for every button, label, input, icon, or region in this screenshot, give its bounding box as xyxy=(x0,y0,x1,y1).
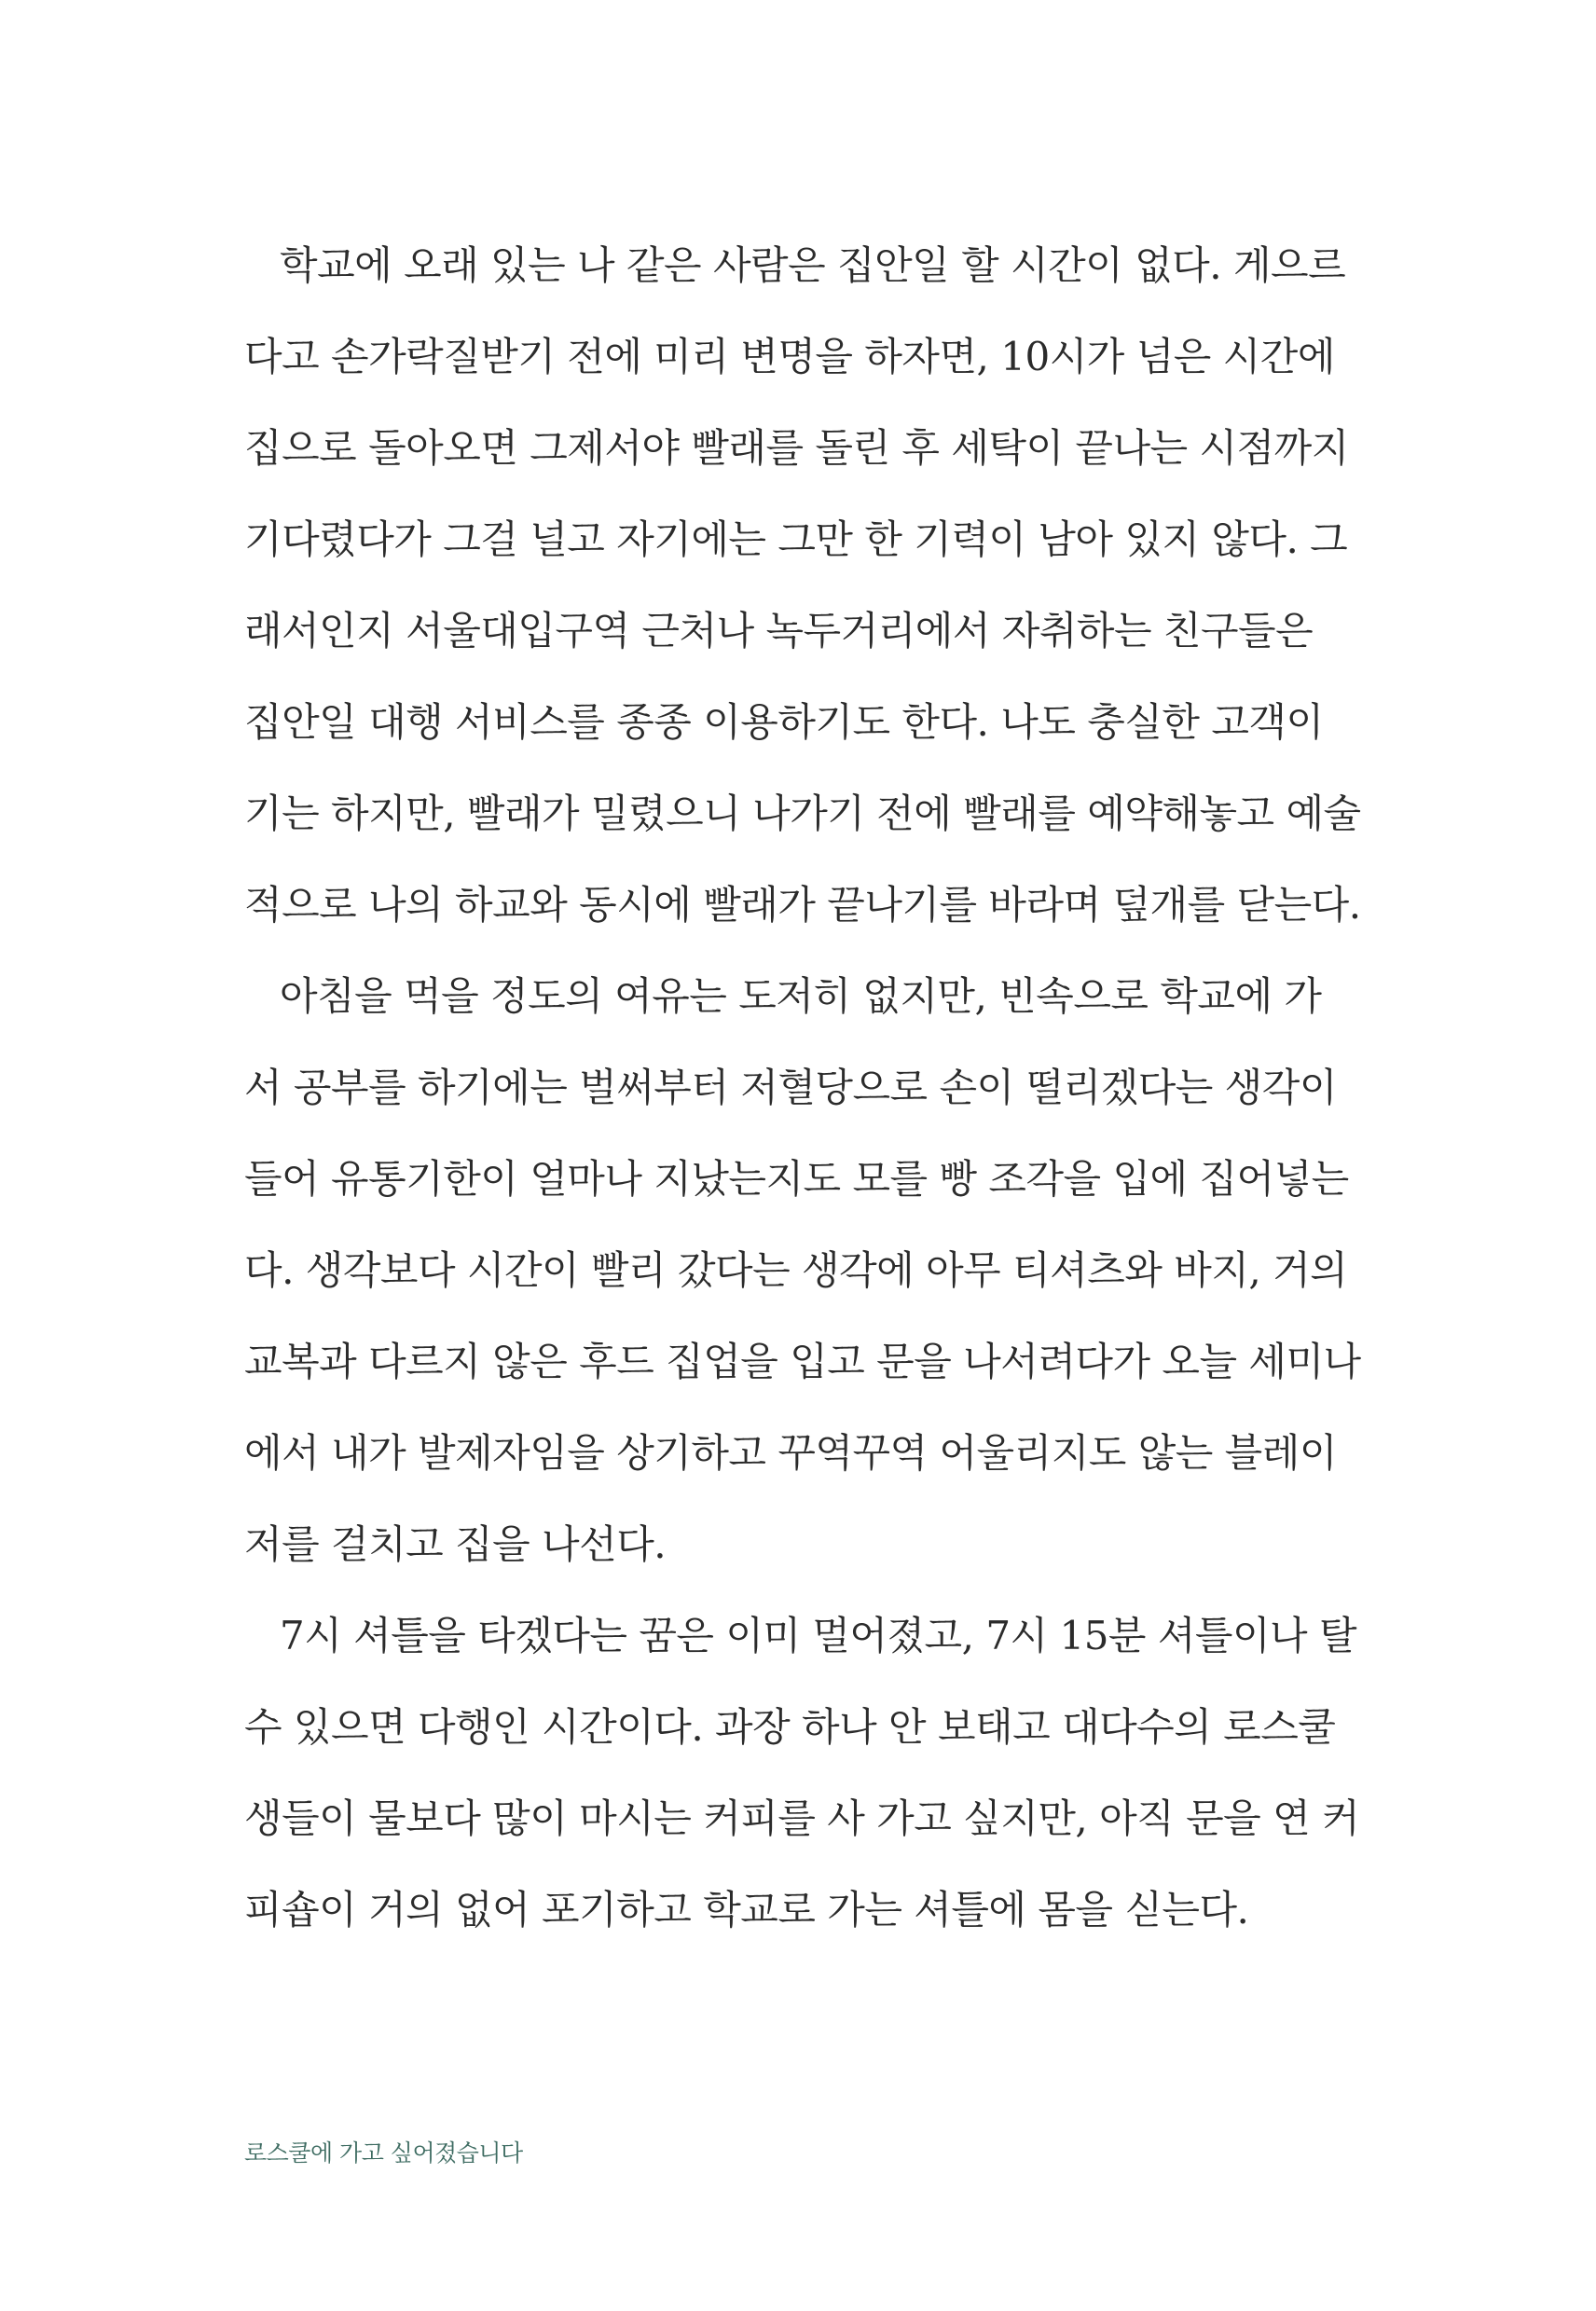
text-line: 적으로 나의 하교와 동시에 빨래가 끝나기를 바라며 덮개를 닫는다. xyxy=(244,882,1361,928)
text-line: 생들이 물보다 많이 마시는 커피를 사 가고 싶지만, 아직 문을 연 커 xyxy=(244,1795,1360,1841)
text-line: 서 공부를 하기에는 벌써부터 저혈당으로 손이 떨리겠다는 생각이 xyxy=(244,1065,1337,1110)
text-line: 저를 걸치고 집을 나선다. xyxy=(244,1521,667,1567)
text-line: 래서인지 서울대입구역 근처나 녹두거리에서 자취하는 친구들은 xyxy=(244,608,1314,653)
text-line: 교복과 다르지 않은 후드 집업을 입고 문을 나서려다가 오늘 세미나 xyxy=(244,1339,1361,1384)
text-line: 피숍이 거의 없어 포기하고 학교로 가는 셔틀에 몸을 싣는다. xyxy=(244,1887,1249,1933)
text-line: 학교에 오래 있는 나 같은 사람은 집안일 할 시간이 없다. 게으르 xyxy=(280,242,1346,288)
text-line: 다. 생각보다 시간이 빨리 갔다는 생각에 아무 티셔츠와 바지, 거의 xyxy=(244,1247,1348,1293)
text-line: 에서 내가 발제자임을 상기하고 꾸역꾸역 어울리지도 않는 블레이 xyxy=(244,1430,1337,1476)
text-line: 들어 유통기한이 얼마나 지났는지도 모를 빵 조각을 입에 집어넣는 xyxy=(244,1156,1349,1202)
page-body xyxy=(244,220,1361,1956)
text-line: 아침을 먹을 정도의 여유는 도저히 없지만, 빈속으로 학교에 가 xyxy=(280,973,1322,1019)
paragraph-3 xyxy=(244,1590,1360,1956)
paragraph-2 xyxy=(244,951,1361,1590)
text-line: 7시 셔틀을 타겠다는 꿈은 이미 멀어졌고, 7시 15분 셔틀이나 탈 xyxy=(280,1613,1357,1658)
text-line: 다고 손가락질받기 전에 미리 변명을 하자면, 10시가 넘은 시간에 xyxy=(244,334,1335,379)
text-line: 기는 하지만, 빨래가 밀렸으니 나가기 전에 빨래를 예약해놓고 예술 xyxy=(244,791,1361,836)
text-line: 집안일 대행 서비스를 종종 이용하기도 한다. 나도 충실한 고객이 xyxy=(244,699,1324,745)
text-line: 기다렸다가 그걸 널고 자기에는 그만 한 기력이 남아 있지 않다. 그 xyxy=(244,516,1348,562)
text-line: 수 있으면 다행인 시간이다. 과장 하나 안 보태고 대다수의 로스쿨 xyxy=(244,1704,1336,1750)
paragraph-1 xyxy=(244,220,1361,951)
footer-book-title: 로스쿨에 가고 싶어졌습니다 xyxy=(244,2139,523,2167)
text-line: 집으로 돌아오면 그제서야 빨래를 돌린 후 세탁이 끝나는 시점까지 xyxy=(244,425,1349,471)
